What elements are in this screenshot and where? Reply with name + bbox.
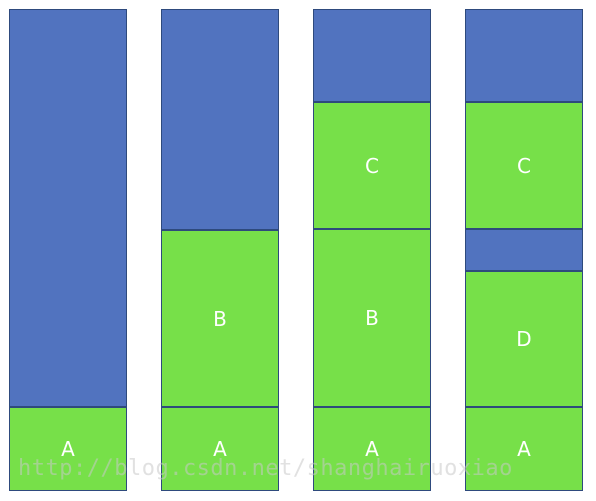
block-c-label: C [517,153,531,178]
block-b-label: B [213,306,227,331]
block-a-label: A [365,437,379,461]
free-block [313,9,431,102]
block-a [9,407,127,491]
block-b [313,229,431,407]
memory-column-2 [161,9,279,491]
block-a [313,407,431,491]
free-block [465,229,583,271]
block-c [465,102,583,229]
memory-column-4 [465,9,583,491]
memory-column-3 [313,9,431,491]
block-a [465,407,583,491]
watermark-text: http://blog.csdn.net/shanghairuoxiao [18,456,513,481]
block-c-label: C [365,153,379,178]
block-c [313,102,431,229]
block-a-label: A [213,437,227,461]
block-d-label: D [516,327,532,351]
block-d [465,271,583,407]
free-block [161,9,279,230]
free-block [9,9,127,407]
free-block [465,9,583,102]
block-b [161,230,279,407]
block-b-label: B [365,306,379,330]
memory-column-1 [9,9,127,491]
block-a-label: A [517,437,531,461]
block-a [161,407,279,491]
block-a-label: A [61,437,75,461]
